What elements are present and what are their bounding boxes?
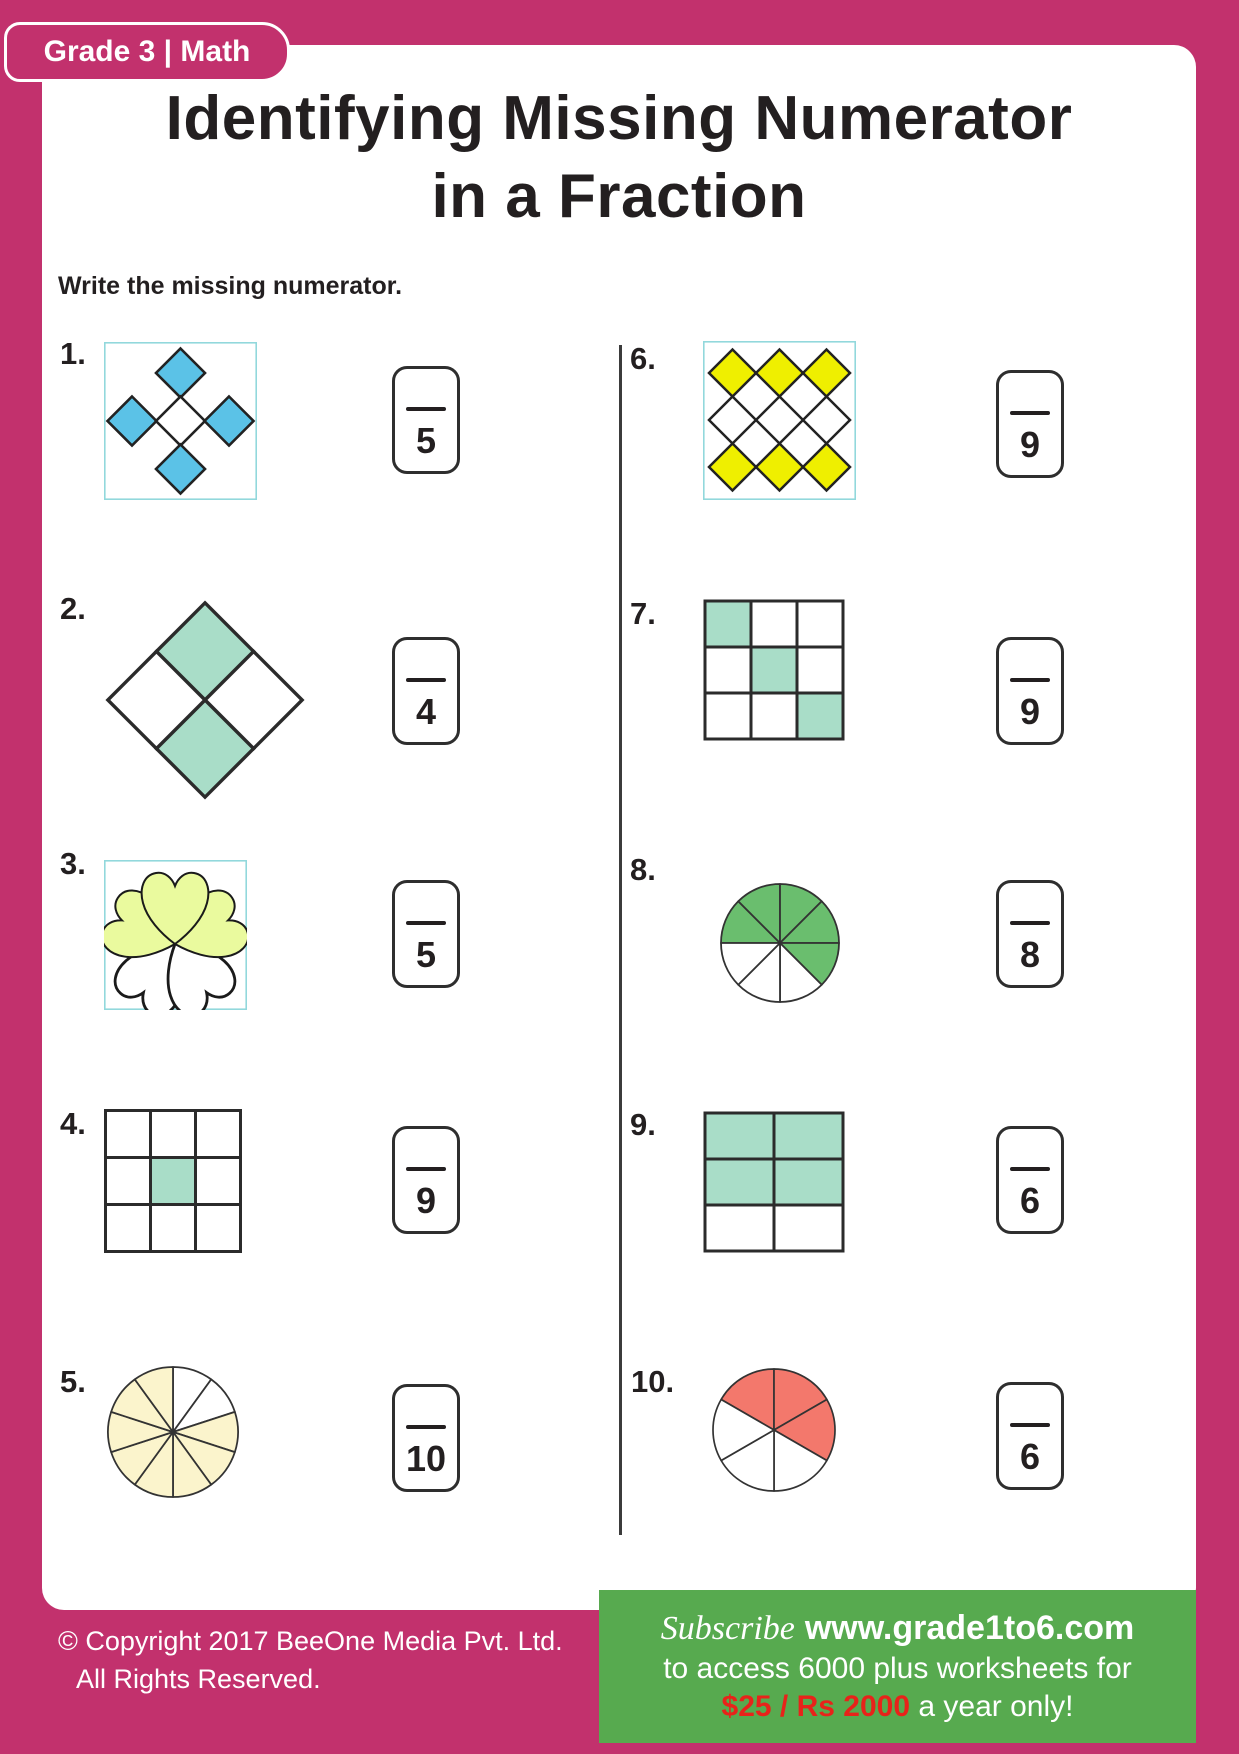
problem-5-numerator-input[interactable]	[395, 1387, 457, 1425]
price-text: $25 / Rs 2000	[721, 1690, 911, 1723]
problem-10-numerator-input[interactable]	[999, 1385, 1061, 1423]
problem-2-fraction-box	[392, 637, 460, 745]
problem-1-number: 1.	[60, 336, 86, 371]
problem-9-numerator-input[interactable]	[999, 1129, 1061, 1167]
problem-3-clover-image	[104, 860, 247, 1010]
page-title	[42, 80, 1196, 236]
problem-6-denominator: 9	[1019, 424, 1041, 465]
problem-3-number: 3.	[60, 846, 86, 881]
grade-badge-label: Grade 3 | Math	[43, 35, 251, 68]
problem-7-denominator: 9	[1019, 691, 1041, 732]
grade1to6-link[interactable]: www.grade1to6.com	[804, 1609, 1135, 1647]
problem-4-denominator: 9	[415, 1180, 437, 1221]
subscribe-line-3	[599, 1690, 1196, 1724]
problem-2-number: 2.	[60, 591, 86, 626]
problem-4-fraction-box	[392, 1126, 460, 1234]
copyright-line-1: © Copyright 2017 BeeOne Media Pvt. Ltd.	[58, 1626, 563, 1656]
problem-3-numerator-input[interactable]	[395, 883, 457, 921]
problem-2-denominator: 4	[415, 691, 437, 732]
problem-4-numerator-input[interactable]	[395, 1129, 457, 1167]
problem-10-denominator: 6	[1019, 1436, 1041, 1477]
problem-3-denominator: 5	[415, 934, 437, 975]
problem-9-number: 9.	[630, 1107, 656, 1142]
title-line-2: in a Fraction	[431, 162, 807, 232]
problem-8-numerator-input[interactable]	[999, 883, 1061, 921]
problem-7-grid-image	[703, 599, 845, 741]
problem-1-denominator: 5	[415, 420, 437, 461]
problem-5-pie-image	[106, 1365, 240, 1499]
problem-1-numerator-input[interactable]	[395, 369, 457, 407]
problem-2-numerator-input[interactable]	[395, 640, 457, 678]
subscription-banner	[599, 1590, 1196, 1743]
problem-5-denominator: 10	[405, 1438, 447, 1479]
problem-8-fraction-box	[996, 880, 1064, 988]
problem-6-number: 6.	[630, 341, 656, 376]
problem-5-number: 5.	[60, 1364, 86, 1399]
problem-3-fraction-box	[392, 880, 460, 988]
problem-9-grid-image	[703, 1111, 845, 1253]
column-divider	[619, 345, 622, 1535]
grade-badge	[4, 22, 290, 82]
problem-1-fraction-box	[392, 366, 460, 474]
problem-8-denominator: 8	[1019, 934, 1041, 975]
problem-4-number: 4.	[60, 1106, 86, 1141]
copyright-text	[58, 1622, 563, 1699]
problem-2-diamond-image	[103, 598, 307, 802]
problem-10-pie-image	[711, 1367, 837, 1493]
problem-9-denominator: 6	[1019, 1180, 1041, 1221]
problem-5-fraction-box	[392, 1384, 460, 1492]
problem-10-fraction-box	[996, 1382, 1064, 1490]
problem-8-number: 8.	[630, 852, 656, 887]
problem-6-numerator-input[interactable]	[999, 373, 1061, 411]
problem-9-fraction-box	[996, 1126, 1064, 1234]
problem-8-pie-image	[719, 882, 841, 1004]
copyright-line-2: All Rights Reserved.	[76, 1664, 321, 1695]
subscribe-line-1	[599, 1609, 1196, 1648]
instruction-text: Write the missing numerator.	[58, 272, 403, 300]
problem-10-number: 10.	[631, 1364, 675, 1399]
problem-7-fraction-box	[996, 637, 1064, 745]
subscribe-line-2: to access 6000 plus worksheets for	[663, 1652, 1132, 1685]
problem-7-number: 7.	[630, 596, 656, 631]
problem-1-diamonds-image	[104, 342, 257, 500]
title-line-1: Identifying Missing Numerator	[165, 84, 1073, 153]
problem-6-diamond-grid-image	[703, 341, 856, 500]
subscribe-word: Subscribe	[660, 1610, 795, 1647]
problem-7-numerator-input[interactable]	[999, 640, 1061, 678]
problem-4-grid-image	[104, 1109, 243, 1254]
problem-6-fraction-box	[996, 370, 1064, 478]
price-suffix: a year only!	[910, 1690, 1074, 1723]
